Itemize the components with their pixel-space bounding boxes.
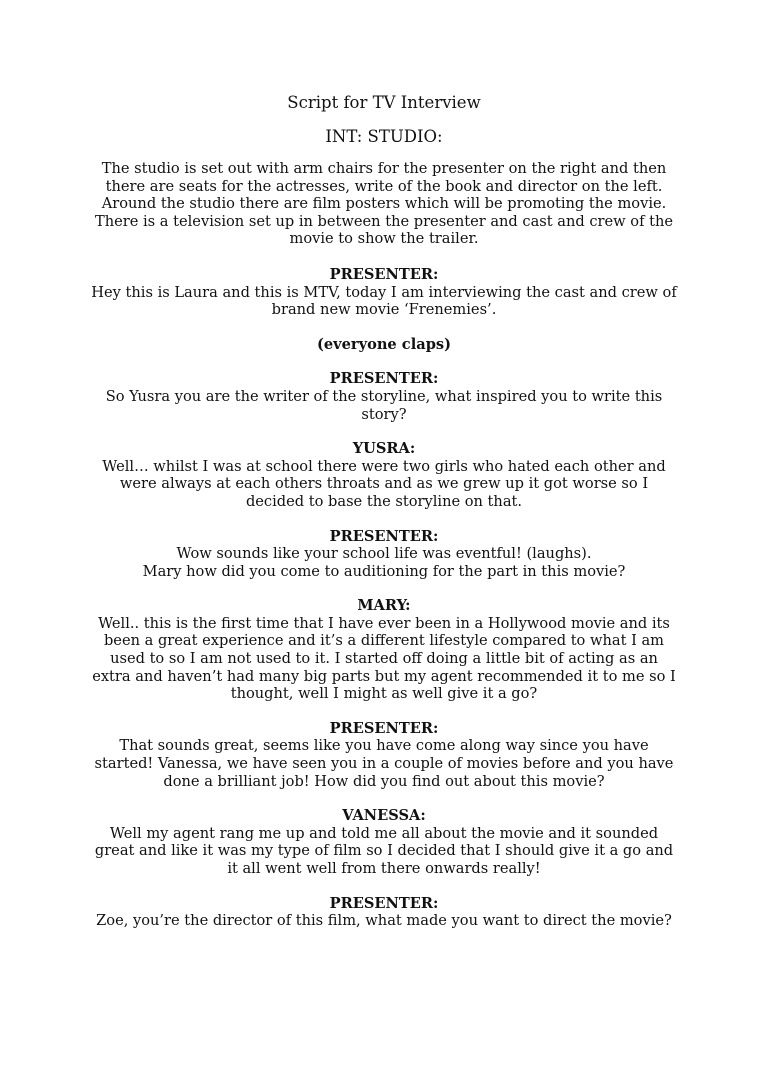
- dialogue-line: So Yusra you are the writer of the storyline, what inspired you to write this story?: [105, 387, 663, 423]
- speaker-name: PRESENTER:: [329, 370, 439, 388]
- dialogue-line: Well.. this is the first time that I have ever been in a Hollywood movie and its been a great experience and it’s a different lifestyle compared to what I am used to so I am not used to it. I started off doing a little bit of acting as an extra and haven’t had many big parts but my agent recommended it to me so I thought, well I might as well give it a go?: [92, 614, 676, 703]
- dialogue-block-yusra: [89, 440, 679, 510]
- speaker-name: VANESSA:: [342, 807, 426, 825]
- dialogue-line: Well my agent rang me up and told me all about the movie and it sounded great and like it was my type of film so I decided that I should give it a go and it all went well from there onwards really!: [94, 824, 674, 877]
- speaker-name: YUSRA:: [352, 440, 416, 458]
- scene-description: The studio is set out with arm chairs for the presenter on the right and then there are seats for the actresses, write of the book and director on the left. Around the studio there are film posters which will be promoting the movie. There is a television set up in between the presenter and cast and crew of the movie to show the trailer.: [94, 160, 674, 248]
- speaker-name: PRESENTER:: [329, 894, 439, 912]
- dialogue-block-presenter-question-zoe: [89, 895, 679, 930]
- dialogue-line: Wow sounds like your school life was eventful! (laughs).: [176, 545, 592, 563]
- dialogue-line: Mary how did you come to auditioning for the part in this movie?: [142, 562, 626, 580]
- speaker-name: PRESENTER:: [329, 265, 439, 283]
- dialogue-block-mary: [89, 597, 679, 703]
- dialogue-block-presenter-intro: [89, 266, 679, 319]
- dialogue-block-presenter-question-vanessa: [89, 720, 679, 790]
- scene-heading: INT: STUDIO:: [325, 127, 443, 146]
- dialogue-block-vanessa: [89, 807, 679, 877]
- dialogue-line: Well… whilst I was at school there were two girls who hated each other and were always at each others throats and as we grew up it got worse so I decided to base the storyline on that.: [102, 457, 666, 510]
- stage-direction: (everyone claps): [316, 335, 452, 353]
- speaker-name: PRESENTER:: [329, 527, 439, 545]
- dialogue-line: Hey this is Laura and this is MTV, today I am interviewing the cast and crew of brand new movie ‘Frenemies’.: [91, 283, 677, 319]
- speaker-name: PRESENTER:: [329, 719, 439, 737]
- dialogue-block-presenter-question-mary: [89, 528, 679, 581]
- speaker-name: MARY:: [357, 597, 411, 615]
- script-column: [89, 92, 679, 930]
- dialogue-block-presenter-question-yusra: [89, 370, 679, 423]
- page-title: Script for TV Interview: [287, 93, 481, 112]
- dialogue-line: Zoe, you’re the director of this film, what made you want to direct the movie?: [96, 912, 672, 930]
- dialogue-line: That sounds great, seems like you have come along way since you have started! Vanessa, we have seen you in a couple of movies before and you have done a brilliant job! How did you find out about this movie?: [94, 737, 674, 790]
